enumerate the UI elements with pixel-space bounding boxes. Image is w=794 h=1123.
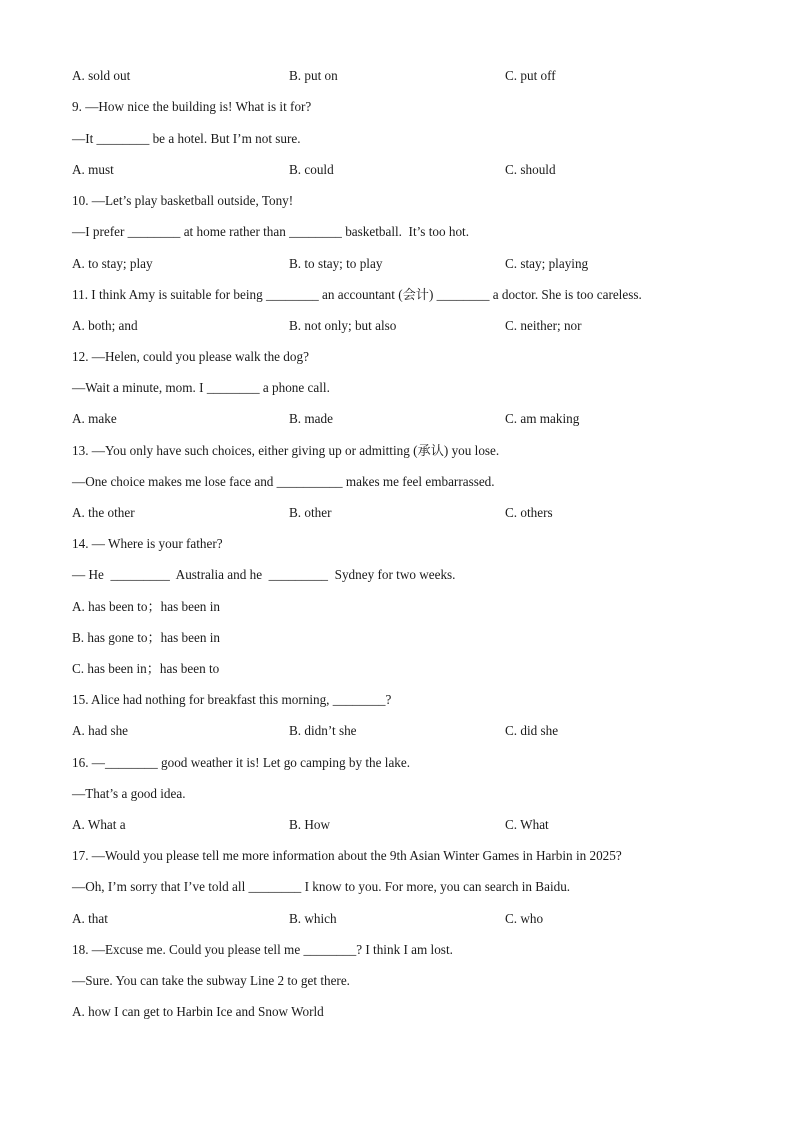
q9-option-c: C. should bbox=[505, 162, 556, 177]
q10-options bbox=[72, 256, 722, 272]
q9-option-b: B. could bbox=[289, 162, 334, 177]
q8-option-a: A. sold out bbox=[72, 68, 131, 83]
q11-option-c: C. neither; nor bbox=[505, 318, 582, 333]
q12-options bbox=[72, 411, 722, 427]
q10-stem: 10. —Let’s play basketball outside, Tony! bbox=[72, 193, 294, 208]
q12-option-c: C. am making bbox=[505, 411, 580, 426]
q16-option-c: C. What bbox=[505, 817, 549, 832]
q16-reply: —That’s a good idea. bbox=[72, 786, 186, 801]
q14-option-b: B. has gone to；has been in bbox=[72, 630, 220, 645]
q10-reply: —I prefer ________ at home rather than ________ basketball. It’s too hot. bbox=[72, 224, 469, 239]
q8-options bbox=[72, 68, 722, 84]
q17-option-b: B. which bbox=[289, 911, 337, 926]
q13-reply: —One choice makes me lose face and __________ makes me feel embarrassed. bbox=[72, 474, 495, 489]
q16-option-b: B. How bbox=[289, 817, 331, 832]
q18-reply: —Sure. You can take the subway Line 2 to get there. bbox=[72, 973, 350, 988]
q16-options bbox=[72, 817, 722, 833]
q17-stem: 17. —Would you please tell me more information about the 9th Asian Winter Games in Harbin in 2025? bbox=[72, 848, 622, 863]
q14-option-c: C. has been in；has been to bbox=[72, 661, 220, 676]
q11-option-b: B. not only; but also bbox=[289, 318, 397, 333]
q10-option-a: A. to stay; play bbox=[72, 256, 153, 271]
q14-reply: — He _________ Australia and he _________ Sydney for two weeks. bbox=[72, 567, 456, 582]
q17-option-c: C. who bbox=[505, 911, 544, 926]
q11-stem: 11. I think Amy is suitable for being ________ an accountant (会计) ________ a doctor. She is too careless. bbox=[72, 287, 642, 302]
q17-options bbox=[72, 911, 722, 927]
q15-option-b: B. didn’t she bbox=[289, 723, 357, 738]
q10-option-c: C. stay; playing bbox=[505, 256, 589, 271]
q9-reply: —It ________ be a hotel. But I’m not sure. bbox=[72, 131, 301, 146]
q9-options bbox=[72, 162, 722, 178]
q12-option-b: B. made bbox=[289, 411, 333, 426]
q11-options bbox=[72, 318, 722, 334]
q8-option-c: C. put off bbox=[505, 68, 556, 83]
q14-stem: 14. — Where is your father? bbox=[72, 536, 223, 551]
q13-stem: 13. —You only have such choices, either giving up or admitting (承认) you lose. bbox=[72, 443, 500, 458]
q17-reply: —Oh, I’m sorry that I’ve told all ________ I know to you. For more, you can search in Baidu. bbox=[72, 879, 571, 894]
q9-stem: 9. —How nice the building is! What is it for? bbox=[72, 99, 312, 114]
q9-option-a: A. must bbox=[72, 162, 114, 177]
q13-option-b: B. other bbox=[289, 505, 332, 520]
q16-stem: 16. —________ good weather it is! Let go camping by the lake. bbox=[72, 755, 411, 770]
q12-reply: —Wait a minute, mom. I ________ a phone call. bbox=[72, 380, 330, 395]
q18-option-a: A. how I can get to Harbin Ice and Snow World bbox=[72, 1004, 324, 1019]
q8-option-b: B. put on bbox=[289, 68, 338, 83]
q15-stem: 15. Alice had nothing for breakfast this morning, ________? bbox=[72, 692, 392, 707]
q12-stem: 12. —Helen, could you please walk the dog? bbox=[72, 349, 309, 364]
q14-option-a: A. has been to；has been in bbox=[72, 599, 220, 614]
q13-options bbox=[72, 505, 722, 521]
q18-stem: 18. —Excuse me. Could you please tell me ________? I think I am lost. bbox=[72, 942, 453, 957]
q12-option-a: A. make bbox=[72, 411, 117, 426]
q15-option-c: C. did she bbox=[505, 723, 559, 738]
q16-option-a: A. What a bbox=[72, 817, 126, 832]
q13-option-a: A. the other bbox=[72, 505, 135, 520]
q17-option-a: A. that bbox=[72, 911, 108, 926]
q13-option-c: C. others bbox=[505, 505, 553, 520]
q15-option-a: A. had she bbox=[72, 723, 129, 738]
q10-option-b: B. to stay; to play bbox=[289, 256, 383, 271]
q11-option-a: A. both; and bbox=[72, 318, 138, 333]
q15-options bbox=[72, 723, 722, 739]
